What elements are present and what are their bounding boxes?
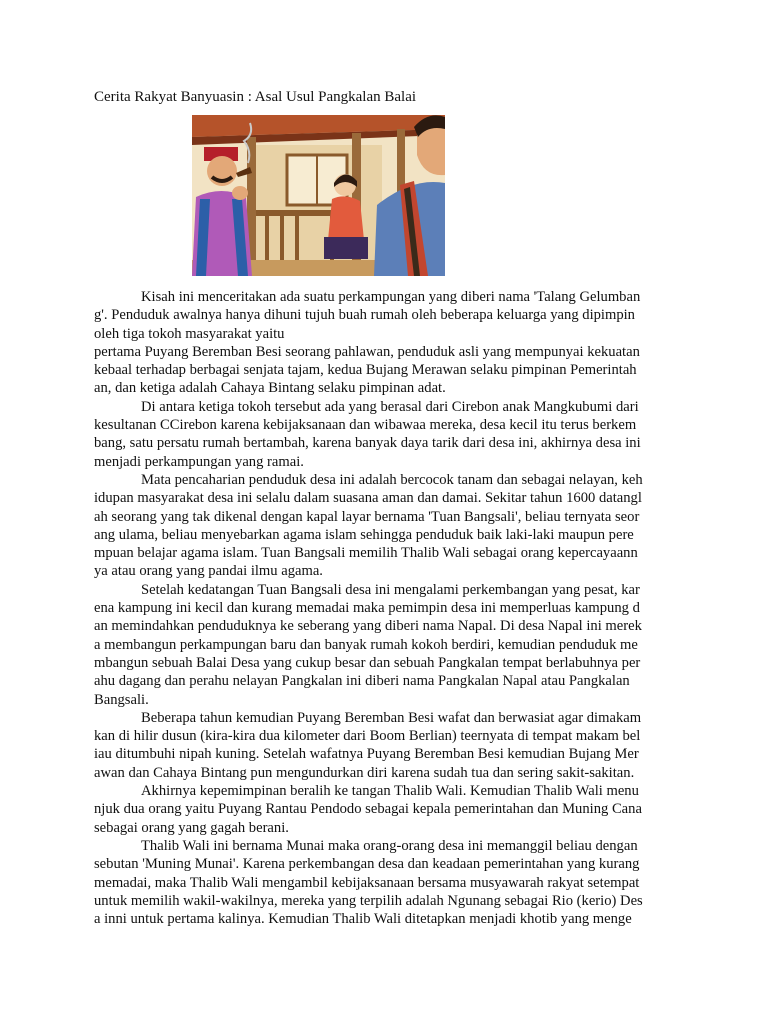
text-line: an memindahkan penduduknya ke seberang yang diberi nama Napal. Di desa Napal ini merek [94, 618, 642, 635]
text-line: ah seorang yang tak dikenal dengan kapal layar bernama 'Tuan Bangsali', beliau ternyata seor [94, 508, 640, 525]
text-line: mpuan belajar agama islam. Tuan Bangsali memilih Thalib Wali sebagai orang kepercayaann [94, 545, 638, 562]
text-line: awan dan Cahaya Bintang pun mengundurkan diri karena sudah tua dan sering sakit-sakitan. [94, 764, 635, 781]
text-line: untuk memilih wakil-wakilnya, mereka yang terpilih adalah Ngunang sebagai Rio (kerio) Des [94, 892, 643, 909]
text-line: Akhirnya kepemimpinan beralih ke tangan Thalib Wali. Kemudian Thalib Wali menu [141, 783, 639, 800]
text-line: an, dan ketiga adalah Cahaya Bintang selaku pimpinan adat. [94, 380, 446, 397]
text-line: Di antara ketiga tokoh tersebut ada yang berasal dari Cirebon anak Mangkubumi dari [141, 398, 639, 415]
story-illustration [192, 115, 445, 276]
text-line: a inni untuk pertama kalinya. Kemudian Thalib Wali ditetapkan menjadi khotib yang menge [94, 911, 632, 928]
text-line: a membangun perkampungan baru dan banyak rumah kokoh berdiri, kemudian penduduk me [94, 636, 638, 653]
text-line: iau ditumbuhi nipah kuning. Setelah wafatnya Puyang Beremban Besi kemudian Bujang Mer [94, 746, 639, 763]
text-line: ang ulama, beliau menyebarkan agama islam sehingga penduduk baik laki-laki maupun pere [94, 526, 634, 543]
text-line: ya atau orang yang pandai ilmu agama. [94, 563, 323, 580]
text-line: ahu dagang dan perahu nelayan Pangkalan ini diberi nama Pangkalan Napal atau Pangkalan [94, 673, 630, 690]
text-line: mbangun sebuah Balai Desa yang cukup besar dan sebuah Pangkalan tempat berlabuhnya per [94, 654, 641, 671]
text-line: g'. Penduduk awalnya hanya dihuni tujuh buah rumah oleh beberapa keluarga yang dipimpin [94, 307, 635, 324]
text-line: idupan masyarakat desa ini selalu dalam suasana aman dan damai. Sekitar tahun 1600 datangl [94, 490, 642, 507]
text-line: Kisah ini menceritakan ada suatu perkampungan yang diberi nama 'Talang Gelumban [141, 289, 641, 305]
text-line: kan di hilir dusun (kira-kira dua kilometer dari Boom Berlian) teernyata di tempat makam bel [94, 728, 641, 745]
text-line: Mata pencaharian penduduk desa ini adalah bercocok tanam dan sebagai nelayan, keh [141, 471, 643, 488]
text-line: menjadi perkampungan yang ramai. [94, 453, 304, 470]
text-line: sebagai orang yang gagah berani. [94, 819, 289, 836]
text-line: Setelah kedatangan Tuan Bangsali desa ini mengalami perkembangan yang pesat, kar [141, 581, 640, 598]
text-line: Thalib Wali ini bernama Munai maka orang-orang desa ini memanggil beliau dengan [141, 837, 638, 854]
text-line: ena kampung ini kecil dan kurang memadai maka pemimpin desa ini memperluas kampung d [94, 600, 640, 617]
text-line: bang, satu persatu rumah bertambah, karena banyak daya tarik dari desa ini, akhirnya desa ini [94, 435, 641, 452]
text-line: njuk dua orang yaitu Puyang Rantau Pendodo sebagai kepala pemerintahan dan Muning Cana [94, 801, 642, 818]
text-line: memadai, maka Thalib Wali mengambil kebijaksanaan bersama musyawarah rakyat setempat [94, 874, 640, 891]
text-line: oleh tiga tokoh masyarakat yaitu [94, 325, 285, 342]
text-line: kebaal terhadap berbagai senjata tajam, kedua Bujang Merawan selaku pimpinan Pemerintah [94, 362, 637, 379]
text-line: sebutan 'Muning Munai'. Karena perkembangan desa dan keadaan pemerintahan yang kurang [94, 856, 640, 873]
story-text [94, 288, 676, 928]
document-title: Cerita Rakyat Banyuasin : Asal Usul Pangkalan Balai [94, 89, 417, 105]
text-line: kesultanan CCirebon karena kebijaksanaan dan wibawaa mereka, desa kecil itu terus berkem [94, 417, 637, 434]
text-line: pertama Puyang Beremban Besi seorang pahlawan, penduduk asli yang mempunyai kekuatan [94, 343, 640, 360]
text-line: Beberapa tahun kemudian Puyang Beremban Besi wafat dan berwasiat agar dimakam [141, 709, 642, 726]
text-line: Bangsali. [94, 691, 149, 708]
